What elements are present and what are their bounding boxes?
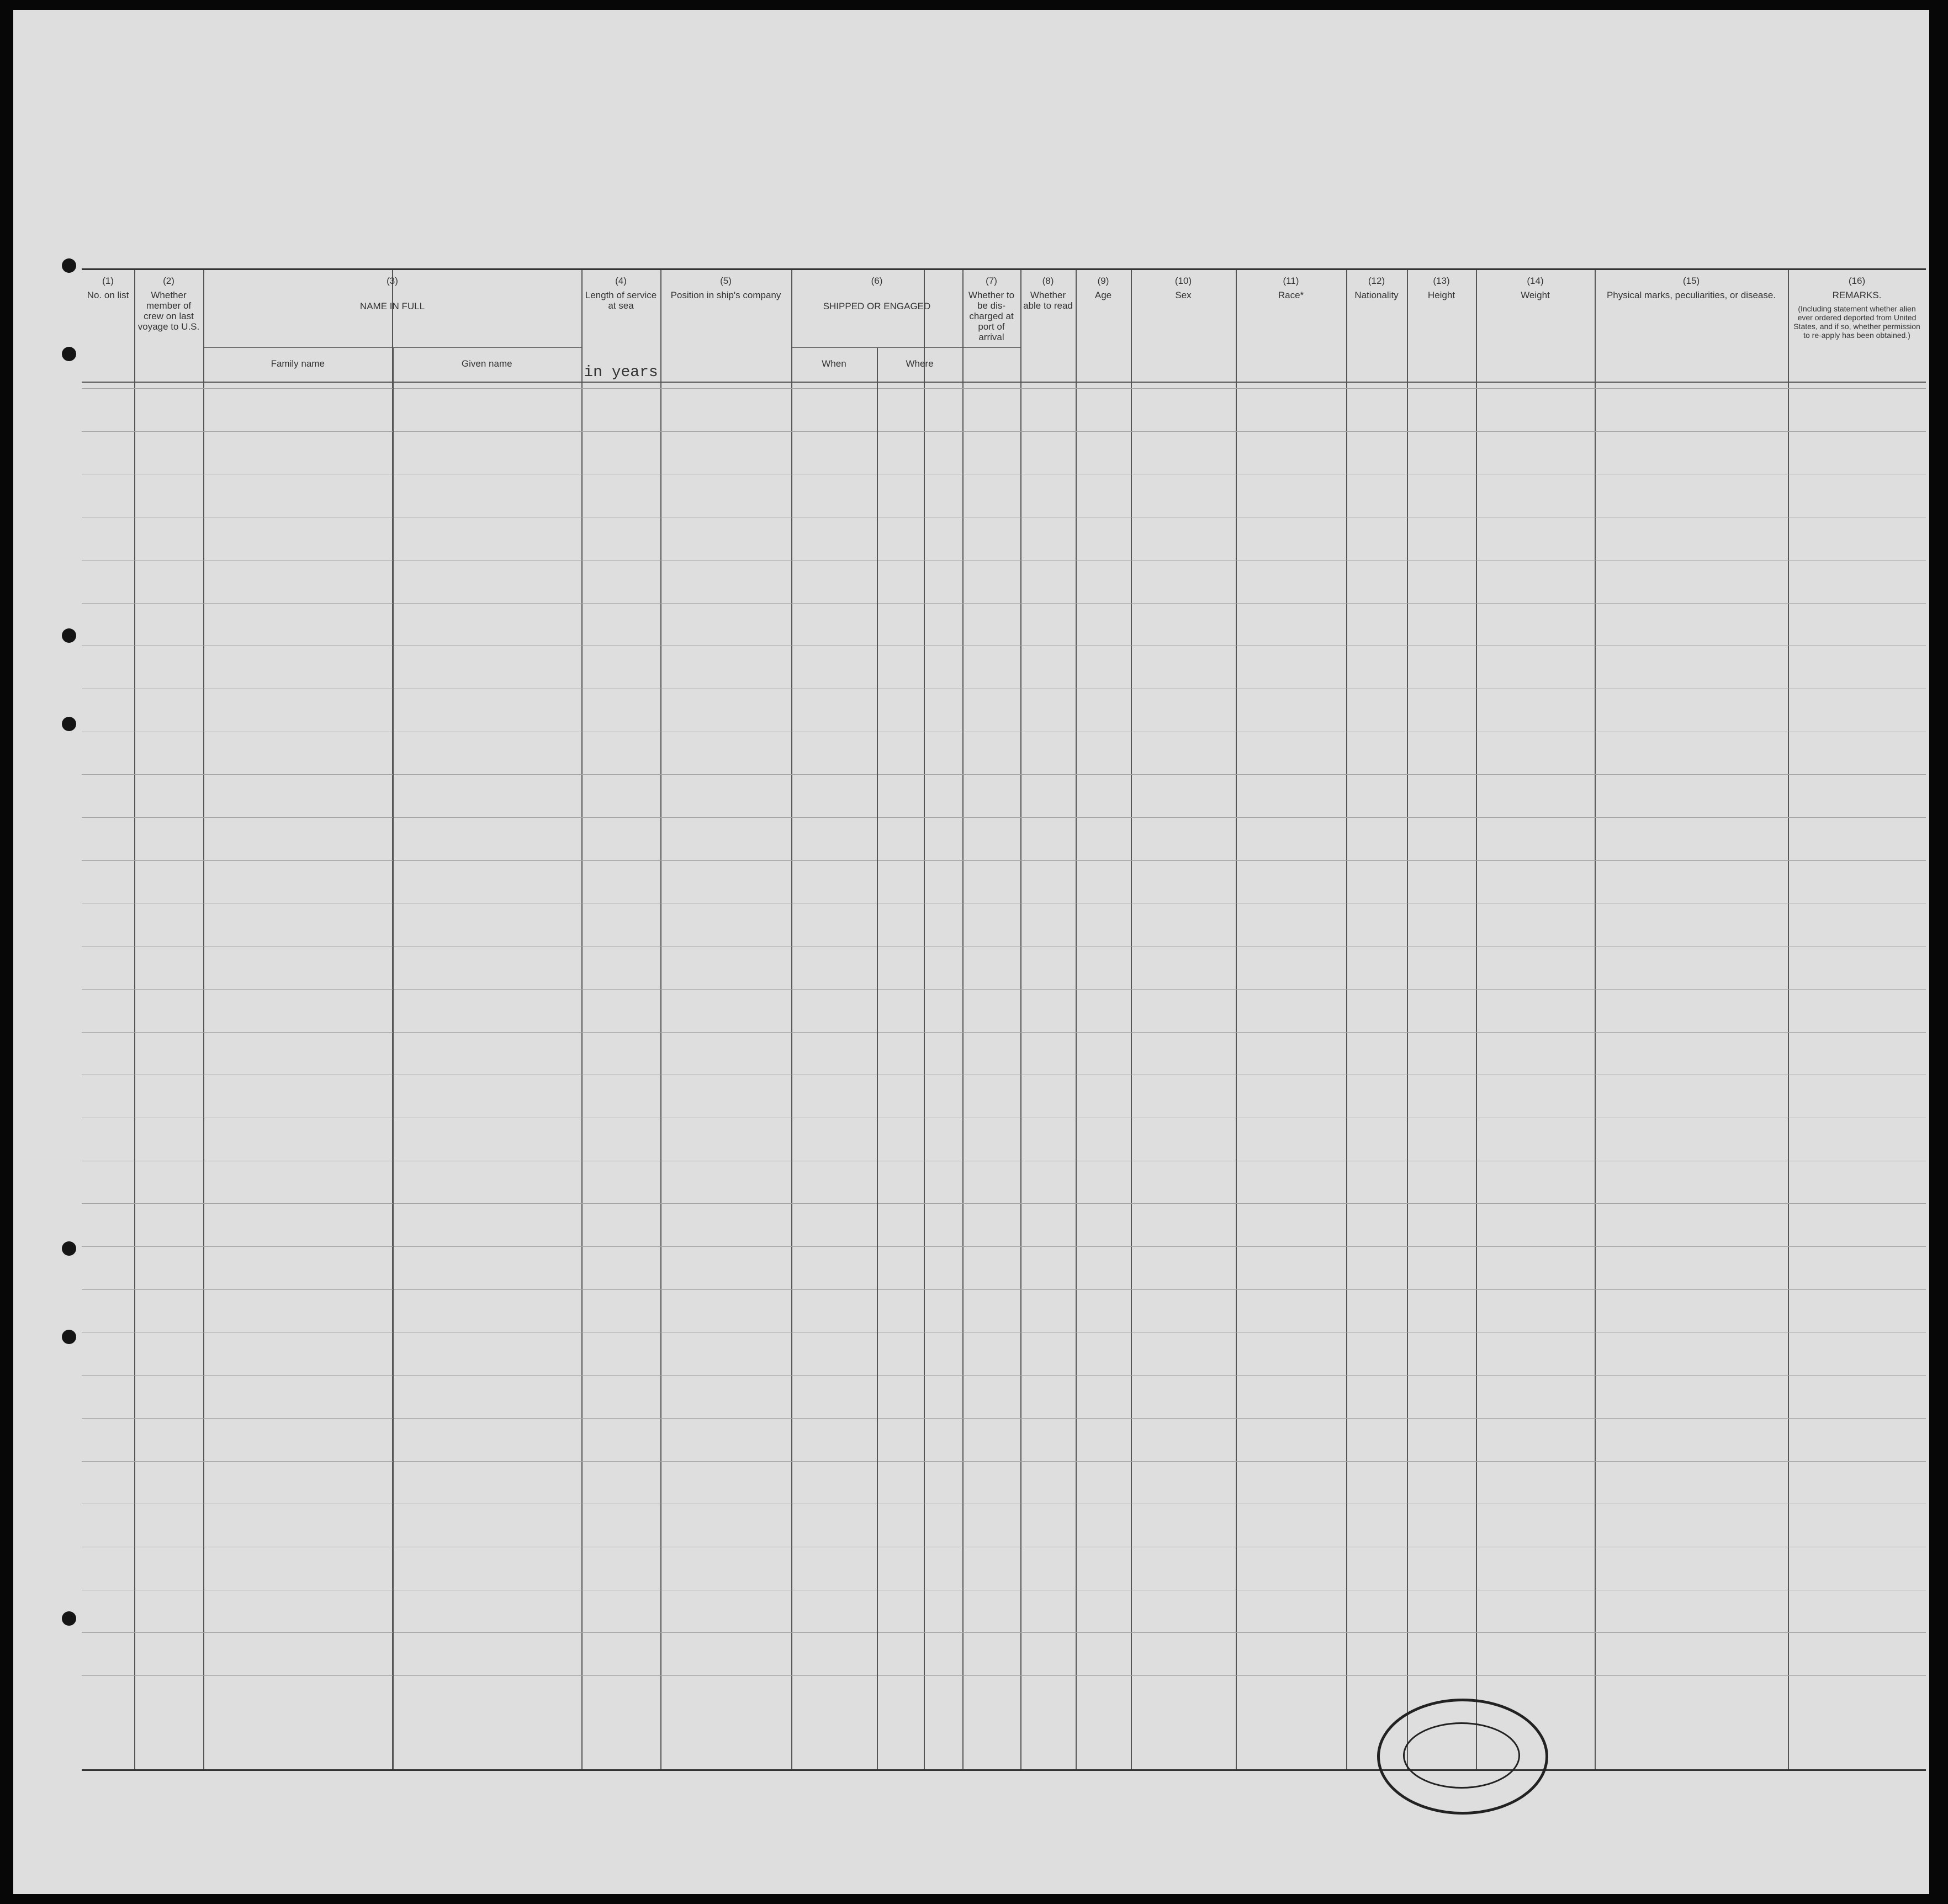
column-divider xyxy=(1476,270,1477,1769)
row-rule xyxy=(82,1246,1926,1247)
column-number: (1) xyxy=(102,276,114,286)
column-header: Whether member of crew on last voyage to U.S. xyxy=(137,290,200,332)
row-rule xyxy=(82,1375,1926,1376)
column-number: (4) xyxy=(615,276,627,286)
crew-table xyxy=(82,268,1926,1771)
punch-hole xyxy=(62,1330,76,1344)
column-divider xyxy=(1407,270,1408,1769)
column-number: (11) xyxy=(1283,276,1299,286)
column-header: Whether able to read xyxy=(1023,290,1073,311)
column-header: Sex xyxy=(1175,290,1192,300)
punch-hole xyxy=(62,258,76,273)
row-rule xyxy=(82,388,1926,389)
row-rule xyxy=(82,817,1926,818)
column-subheader: When xyxy=(822,358,846,369)
column-header: No. on list xyxy=(87,290,129,300)
column-number: (8) xyxy=(1042,276,1054,286)
column-header: NAME IN FULL xyxy=(359,301,425,311)
column-subheader: Family name xyxy=(271,358,325,369)
column-number: (7) xyxy=(986,276,997,286)
column-header: Physical marks, peculiarities, or disease. xyxy=(1606,290,1776,300)
column-number: (3) xyxy=(387,276,398,286)
punch-hole xyxy=(62,628,76,643)
column-header: Height xyxy=(1427,290,1455,300)
column-number: (6) xyxy=(871,276,883,286)
column-header: Nationality xyxy=(1354,290,1399,300)
row-rule xyxy=(82,603,1926,604)
column-header: Length of service at sea xyxy=(585,290,657,311)
service-units: in years xyxy=(584,364,658,381)
row-rule xyxy=(82,1418,1926,1419)
row-rule xyxy=(82,431,1926,432)
stamp-inner-ring xyxy=(1403,1722,1520,1789)
column-header: SHIPPED OR ENGAGED xyxy=(823,301,931,311)
column-divider xyxy=(1131,270,1132,1769)
column-note: (Including statement whether alien ever ordered deported from United States, and if so, whether permission to re-apply has been obtained.) xyxy=(1793,304,1920,340)
column-divider xyxy=(1020,270,1021,1769)
column-divider xyxy=(1346,270,1347,1769)
column-divider xyxy=(203,270,204,1769)
subheader-divider xyxy=(791,347,1020,348)
column-divider xyxy=(660,270,661,1769)
column-divider xyxy=(134,270,135,1769)
column-number: (15) xyxy=(1682,276,1700,286)
row-rule xyxy=(82,1032,1926,1033)
row-rule xyxy=(82,1289,1926,1290)
column-number: (2) xyxy=(163,276,174,286)
column-number: (12) xyxy=(1368,276,1385,286)
subcolumn-divider xyxy=(393,347,394,1769)
office-stamp xyxy=(1377,1699,1548,1815)
column-divider xyxy=(1788,270,1789,1769)
column-number: (16) xyxy=(1848,276,1866,286)
row-rule xyxy=(82,1675,1926,1676)
manifest-sheet xyxy=(13,10,1929,1894)
row-rule xyxy=(82,989,1926,990)
column-header: Age xyxy=(1094,290,1112,300)
column-header: Weight xyxy=(1521,290,1550,300)
column-divider xyxy=(924,270,925,1769)
row-rule xyxy=(82,1632,1926,1633)
column-number: (5) xyxy=(720,276,732,286)
row-rule xyxy=(82,860,1926,861)
column-subheader: Given name xyxy=(461,358,512,369)
column-divider xyxy=(791,270,792,1769)
column-header: REMARKS. xyxy=(1832,290,1882,300)
column-divider xyxy=(1236,270,1237,1769)
punch-hole xyxy=(62,1611,76,1626)
punch-hole xyxy=(62,1241,76,1256)
punch-hole xyxy=(62,717,76,731)
column-subheader: Where xyxy=(906,358,934,369)
column-number: (10) xyxy=(1174,276,1192,286)
column-divider xyxy=(962,270,964,1769)
column-number: (9) xyxy=(1097,276,1109,286)
subcolumn-divider xyxy=(877,347,878,1769)
column-divider xyxy=(1076,270,1077,1769)
row-rule xyxy=(82,1461,1926,1462)
column-number: (14) xyxy=(1527,276,1544,286)
punch-hole xyxy=(62,347,76,361)
header-divider xyxy=(82,382,1926,383)
column-divider xyxy=(581,270,583,1769)
column-header: Whether to be dis-charged at port of arrival xyxy=(968,290,1015,342)
column-divider xyxy=(1595,270,1596,1769)
column-number: (13) xyxy=(1433,276,1450,286)
column-header: Race* xyxy=(1278,290,1304,300)
row-rule xyxy=(82,774,1926,775)
row-rule xyxy=(82,1203,1926,1204)
column-header: Position in ship's company xyxy=(670,290,781,300)
